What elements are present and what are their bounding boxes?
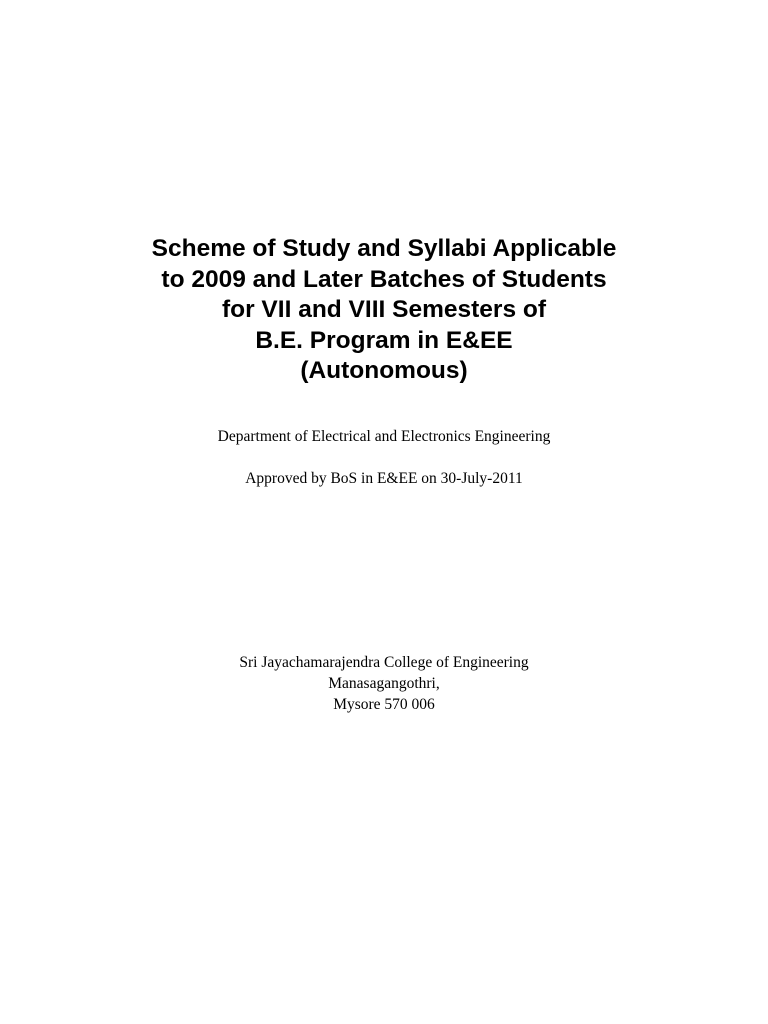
address-line-college: Sri Jayachamarajendra College of Engineering	[239, 654, 529, 671]
address-line-locality: Manasagangothri,	[328, 675, 440, 692]
approval-note: Approved by BoS in E&EE on 30-July-2011	[245, 470, 523, 487]
title-line-2: to 2009 and Later Batches of Students	[161, 265, 607, 293]
institution-address	[0, 652, 768, 715]
address-line-city: Mysore 570 006	[333, 696, 435, 713]
document-title	[0, 234, 768, 387]
department-name: Department of Electrical and Electronics Engineering	[217, 428, 551, 445]
title-line-3: for VII and VIII Semesters of	[221, 296, 547, 323]
title-line-1: Scheme of Study and Syllabi Applicable	[151, 235, 617, 262]
title-line-4: B.E. Program in E&EE	[255, 326, 513, 354]
title-line-5: (Autonomous)	[300, 357, 468, 384]
